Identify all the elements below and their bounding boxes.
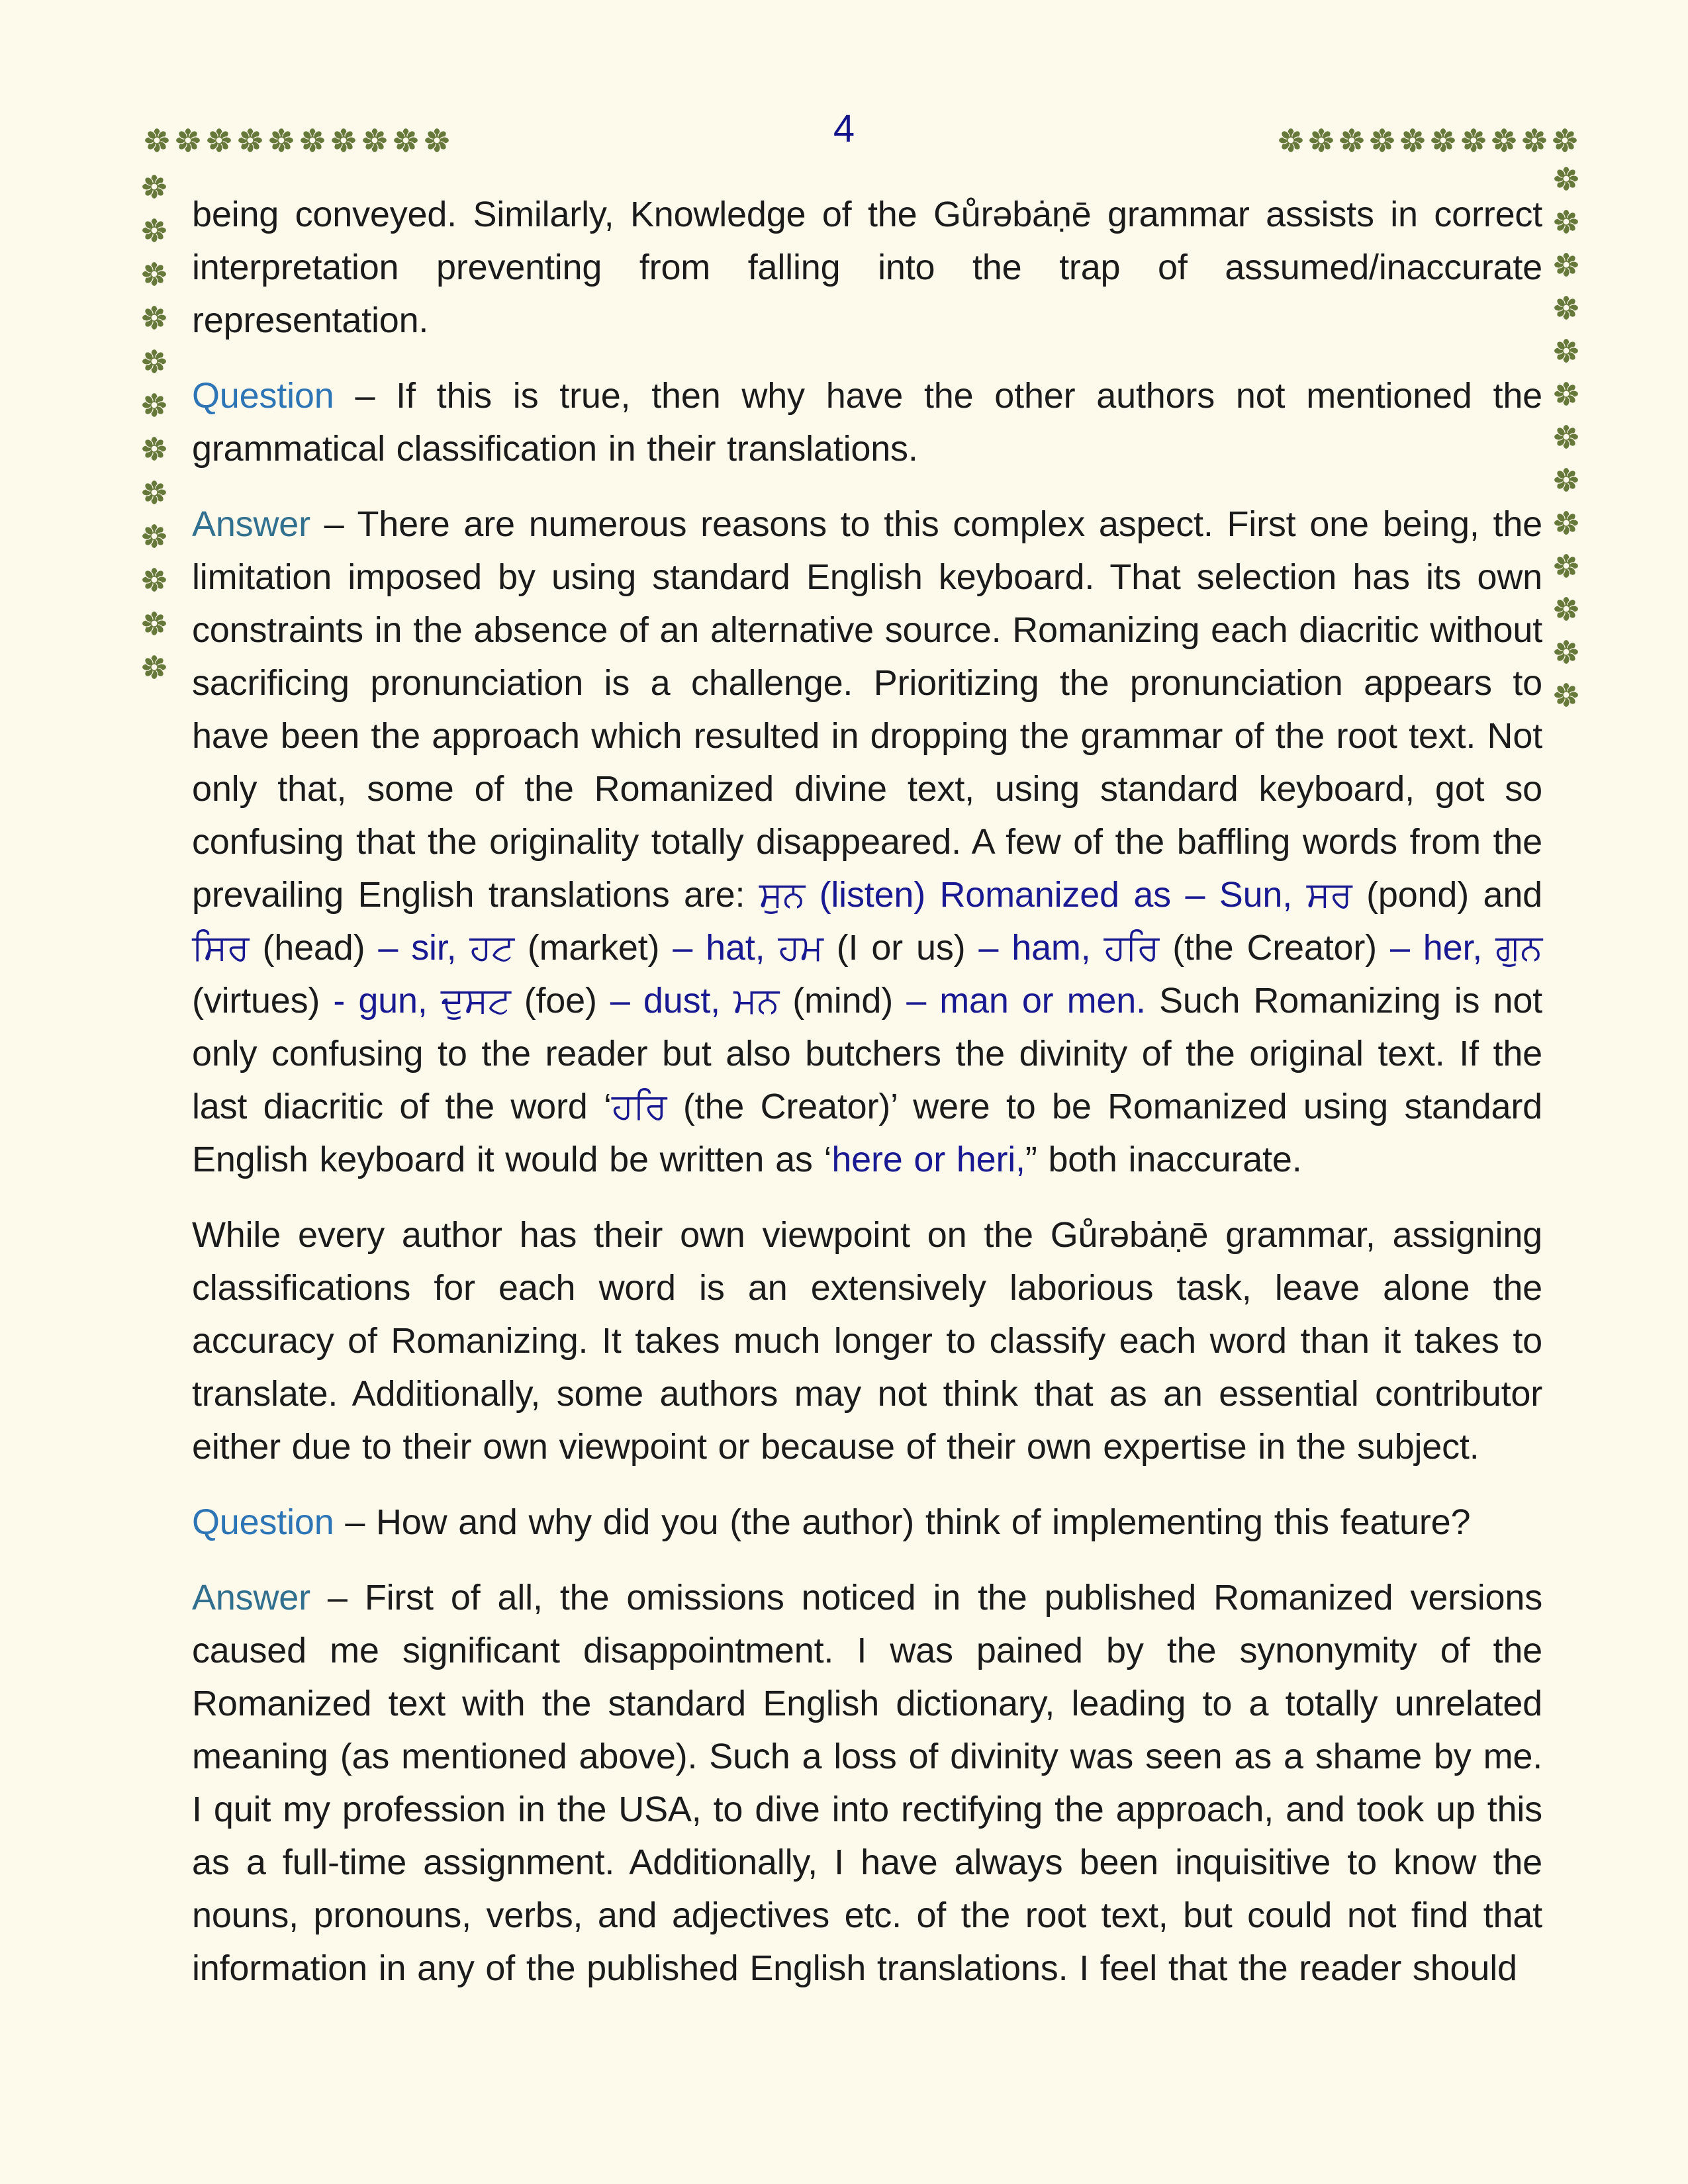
highlight-run: – her,: [1389, 928, 1483, 968]
flower-icon: [142, 436, 167, 461]
flower-icon: [1370, 128, 1395, 153]
answer-label: Answer: [192, 504, 310, 544]
highlight-run: ਗੁਨ: [1495, 928, 1543, 968]
document-body: [192, 188, 1542, 2017]
text-run: [1091, 928, 1104, 968]
text-run: – How and why did you (the author) think of implementing this feature?: [334, 1502, 1471, 1542]
text-run: [1482, 928, 1495, 968]
flower-icon: [1554, 467, 1579, 492]
flower-icon: [1554, 553, 1579, 578]
text-run: (virtues): [192, 981, 334, 1021]
highlight-run: – hat,: [673, 928, 765, 968]
flower-icon: [144, 128, 169, 153]
highlight-run: ਦੁਸਟ: [440, 981, 511, 1021]
highlight-run: ਮਨ: [733, 981, 780, 1021]
text-run: – There are numerous reasons to this complex aspect. First one being, the limitation imposed by using standard English keyboard. That selection has its own constraints in the absence of an alternative source. Romanizing each diacritic without sacrificing pronunciation is a challenge. Prioritizing the pronunciation appears to have been the approach which resulted in dropping the grammar of the root text. Not only that, some of the Romanized divine text, using standard keyboard, got so confusing that the originality totally disappeared. A few of the baffling words from the prevailing English translations are:: [192, 504, 1542, 915]
flower-icon: [207, 128, 232, 153]
highlight-run: - gun,: [333, 981, 428, 1021]
flower-icon: [142, 305, 167, 330]
flower-icon: [142, 218, 167, 243]
text-run: [428, 981, 441, 1021]
page-number: 4: [833, 107, 855, 150]
text-run: (foe): [510, 981, 610, 1021]
highlight-run: ਹਰਿ: [611, 1087, 667, 1126]
flower-icon: [142, 349, 167, 374]
flower-icon: [1522, 128, 1547, 153]
flower-icon: [1554, 510, 1579, 535]
flower-icon: [1554, 338, 1579, 363]
flower-icon: [1554, 596, 1579, 621]
text-run: [456, 928, 469, 968]
paragraph: [192, 1496, 1542, 1549]
flower-icon: [331, 128, 356, 153]
highlight-run: – dust,: [610, 981, 720, 1021]
flower-icon: [142, 261, 167, 287]
highlight-run: ਸਿਰ: [192, 928, 250, 968]
text-run: ” both inaccurate.: [1025, 1140, 1302, 1179]
paragraph: [192, 188, 1542, 347]
flower-icon: [1491, 128, 1517, 153]
paragraph: [192, 1571, 1542, 1995]
highlight-run: ਹਮ: [778, 928, 823, 968]
flower-icon: [1552, 128, 1577, 153]
flower-icon: [1400, 128, 1425, 153]
highlight-run: here or heri,: [831, 1140, 1025, 1179]
highlight-run: ਸਰ: [1306, 875, 1352, 915]
text-run: [765, 928, 778, 968]
flower-icon: [142, 480, 167, 505]
text-run: (mind): [779, 981, 907, 1021]
flower-icon: [1554, 295, 1579, 320]
flower-icon: [1554, 166, 1579, 191]
highlight-run: ਸੁਨ (listen) Romanized as – Sun,: [759, 875, 1293, 915]
text-run: (pond) and: [1352, 875, 1542, 915]
highlight-run: ਹਟ: [469, 928, 514, 968]
flower-icon: [142, 523, 167, 549]
text-run: being conveyed. Similarly, Knowledge of the Gůrəbȧṇē grammar assists in correct interpretation preventing from falling into the trap of assumed/inaccurate representation.: [192, 195, 1542, 340]
text-run: [1292, 875, 1307, 915]
flower-icon: [300, 128, 325, 153]
highlight-run: ਹਰਿ: [1103, 928, 1160, 968]
flower-icon: [1554, 424, 1579, 449]
flower-icon: [269, 128, 294, 153]
paragraph: [192, 369, 1542, 475]
text-run: (market): [514, 928, 673, 968]
flower-icon: [1554, 209, 1579, 234]
highlight-run: – ham,: [978, 928, 1091, 968]
flower-icon: [1554, 639, 1579, 664]
flower-icon: [142, 655, 167, 680]
text-run: (the Creator)’ were to be Romanized using standard English keyboard it would be written as ‘: [192, 1087, 1542, 1179]
flower-icon: [1554, 252, 1579, 277]
text-run: [720, 981, 733, 1021]
flower-icon: [142, 567, 167, 592]
flower-icon: [1461, 128, 1486, 153]
text-run: – If this is true, then why have the other authors not mentioned the grammatical classification in their translations.: [192, 376, 1542, 469]
text-run: – First of all, the omissions noticed in the published Romanized versions caused me significant disappointment. I was pained by the synonymity of the Romanized text with the standard English dictionary, leading to a totally unrelated meaning (as mentioned above). Such a loss of divinity was seen as a shame by me. I quit my profession in the USA, to dive into rectifying the approach, and took up this as a full-time assignment. Additionally, I have always been inquisitive to know the nouns, pronouns, verbs, and adjectives etc. of the root text, but could not find that information in any of the published English translations. I feel that the reader should: [192, 1578, 1542, 1988]
paragraph: [192, 498, 1542, 1186]
flower-icon: [424, 128, 449, 153]
paragraph: [192, 1208, 1542, 1473]
flower-icon: [1309, 128, 1334, 153]
text-run: (head): [249, 928, 379, 968]
flower-icon: [142, 392, 167, 418]
flower-icon: [1554, 381, 1579, 406]
flower-icon: [175, 128, 201, 153]
flower-icon: [142, 611, 167, 636]
answer-label: Answer: [192, 1578, 310, 1617]
highlight-run: – man or men.: [906, 981, 1146, 1021]
question-label: Question: [192, 1502, 334, 1542]
text-run: While every author has their own viewpoint on the Gůrəbȧṇē grammar, assigning classifications for each word is an extensively laborious task, leave alone the accuracy of Romanizing. It takes much longer to classify each word than it takes to translate. Additionally, some authors may not think that as an essential contributor either due to their own viewpoint or because of their own expertise in the subject.: [192, 1215, 1542, 1467]
text-run: (I or us): [823, 928, 979, 968]
flower-icon: [1554, 682, 1579, 707]
text-run: Such Romanizing is not only confusing to the reader but also butchers the divinity of the original text. If the last diacritic of the word ‘: [192, 981, 1542, 1126]
flower-icon: [1278, 128, 1303, 153]
flower-icon: [362, 128, 387, 153]
flower-icon: [142, 174, 167, 199]
flower-icon: [238, 128, 263, 153]
flower-icon: [1430, 128, 1456, 153]
question-label: Question: [192, 376, 334, 416]
flower-icon: [1339, 128, 1364, 153]
text-run: (the Creator): [1159, 928, 1390, 968]
highlight-run: – sir,: [378, 928, 457, 968]
flower-icon: [393, 128, 418, 153]
